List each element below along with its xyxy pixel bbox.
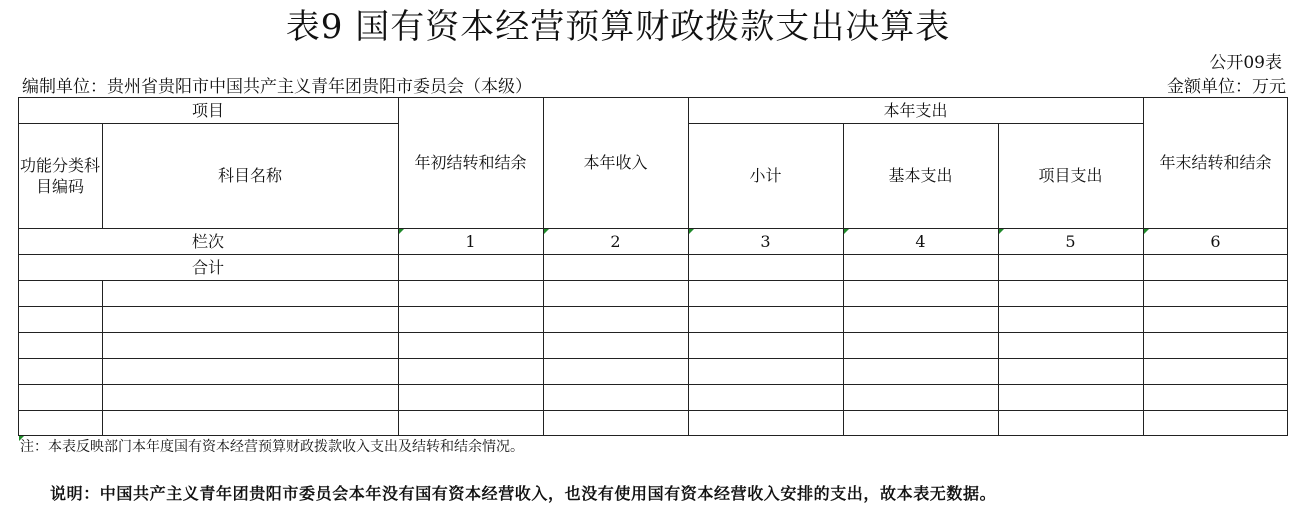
- cell-indicator-mark: [844, 229, 849, 234]
- income-header: 本年收入: [583, 153, 648, 172]
- function-code-header: 功能分类科目编码: [20, 155, 101, 196]
- column-index-5: 5: [1065, 231, 1076, 251]
- cell-indicator-mark: [689, 229, 694, 234]
- column-index-4: 4: [915, 231, 926, 251]
- cell-indicator-mark: [544, 229, 549, 234]
- project-expense-header: 项目支出: [1038, 166, 1103, 185]
- organization-label: 编制单位：贵州省贵阳市中国共产主义青年团贵阳市委员会（本级）: [22, 77, 532, 97]
- column-index-3: 3: [760, 231, 771, 251]
- cell-indicator-mark: [1144, 229, 1149, 234]
- item-group-header: 项目: [191, 100, 224, 120]
- row-index-label: 栏次: [191, 231, 224, 251]
- column-index-2: 2: [610, 231, 621, 251]
- table-note: 注：本表反映部门本年度国有资本经营预算财政拨款收入支出及结转和结余情况。: [20, 439, 524, 455]
- expense-group-header: 本年支出: [883, 100, 948, 120]
- budget-table: [18, 97, 1288, 436]
- carry-begin-header: 年初结转和结余: [414, 153, 527, 172]
- cell-indicator-mark: [999, 229, 1004, 234]
- carry-end-header: 年末结转和结余: [1159, 153, 1272, 172]
- column-index-6: 6: [1210, 231, 1221, 251]
- subtotal-header: 小计: [749, 166, 782, 185]
- explanation-text: 说明：中国共产主义青年团贵阳市委员会本年没有国有资本经营收入，也没有使用国有资本经营收入安排的支出，故本表无数据。: [50, 484, 997, 503]
- basic-expense-header: 基本支出: [888, 166, 953, 185]
- amount-unit-label: 金额单位：万元: [1167, 77, 1286, 97]
- total-row-label: 合计: [191, 257, 224, 277]
- cell-indicator-mark: [399, 229, 404, 234]
- subject-name-header: 科目名称: [217, 166, 282, 185]
- column-index-1: 1: [465, 231, 476, 251]
- page-title: 表9 国有资本经营预算财政拨款支出决算表: [285, 7, 951, 47]
- form-code: 公开09表: [1209, 53, 1282, 73]
